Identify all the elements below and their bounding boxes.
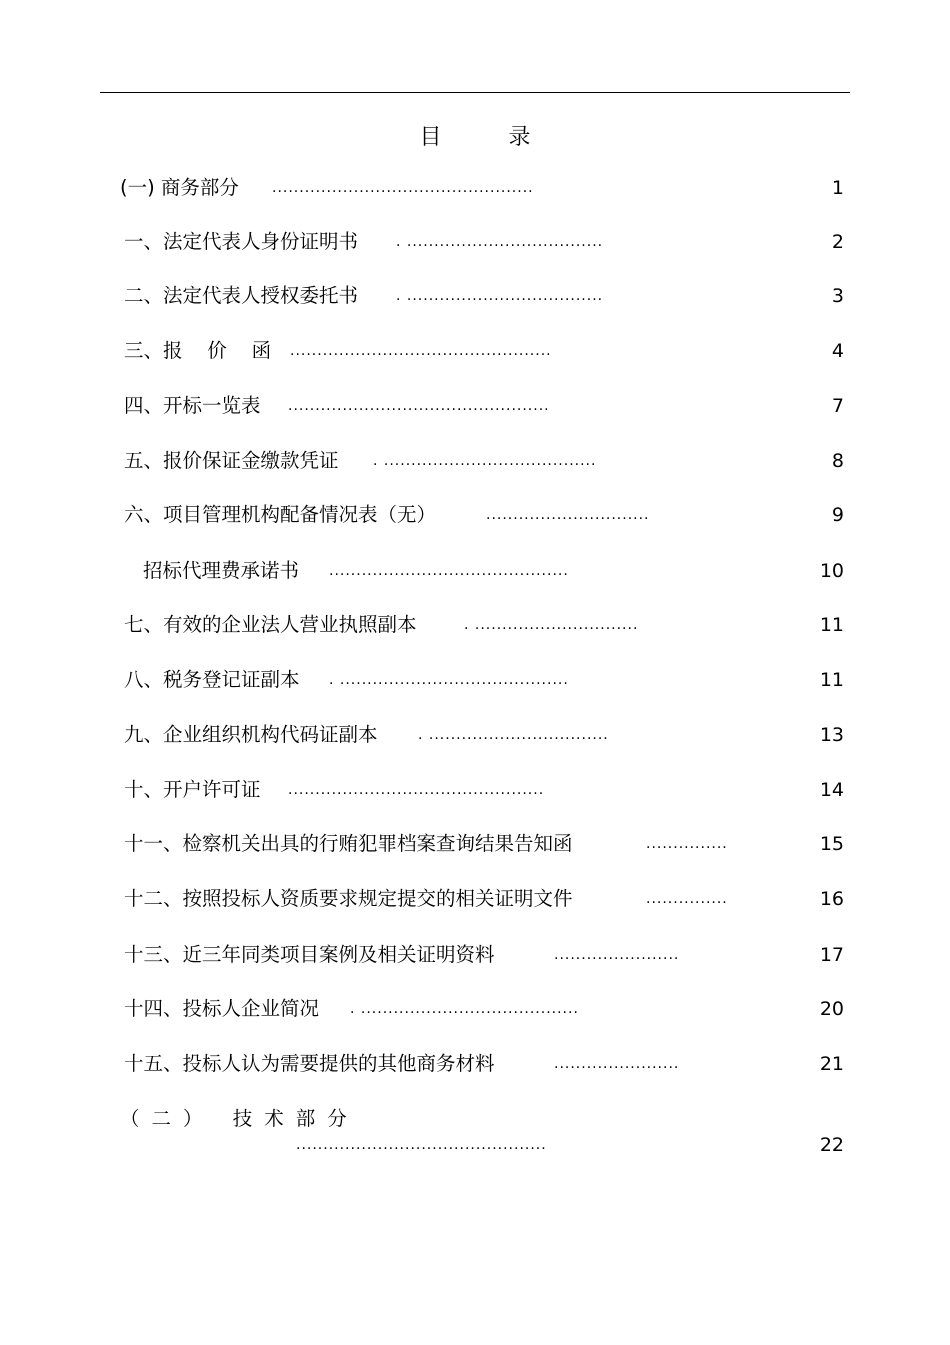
toc-page-number: 8 — [831, 450, 844, 472]
toc-entry-label: 十二、按照投标人资质要求规定提交的相关证明文件 — [124, 887, 573, 910]
toc-entry[interactable] — [0, 610, 950, 640]
toc-entry-label: 一、法定代表人身份证明书 — [124, 230, 359, 253]
toc-leader-dots: ................................................ — [288, 398, 550, 414]
toc-leader-dots: .............................................. — [296, 1137, 547, 1153]
toc-entry-label: (一) 商务部分 — [120, 176, 239, 199]
toc-entry[interactable] — [0, 994, 950, 1024]
toc-page-number: 20 — [819, 998, 844, 1020]
toc-entry-label: 十五、投标人认为需要提供的其他商务材料 — [124, 1052, 495, 1075]
toc-entry[interactable] — [0, 940, 950, 970]
toc-entry[interactable] — [0, 500, 950, 530]
toc-entry[interactable] — [0, 829, 950, 859]
toc-page-number: 9 — [831, 504, 844, 526]
toc-page-number: 11 — [819, 614, 844, 636]
toc-leader-dots: ................................................ — [290, 343, 552, 359]
toc-leader-dots: ................................................ — [272, 180, 534, 196]
toc-entry[interactable] — [0, 173, 950, 203]
header-rule — [100, 92, 850, 93]
toc-page-number: 13 — [819, 724, 844, 746]
toc-leader-dots: ............... — [646, 891, 728, 907]
toc-leader-dots: ....................... — [554, 1056, 680, 1072]
toc-entry-label: （二） 技术部分 — [120, 1107, 359, 1130]
toc-entry[interactable] — [0, 336, 950, 366]
page-title: 目 录 — [419, 125, 561, 150]
toc-page-number: 14 — [819, 779, 844, 801]
toc-entry-label: 九、企业组织机构代码证副本 — [124, 723, 378, 746]
toc-leader-dots: . .......................................... — [329, 672, 569, 688]
toc-entry-label: 六、项目管理机构配备情况表（无） — [124, 503, 437, 526]
toc-page-number: 3 — [831, 285, 844, 307]
toc-leader-dots: ............................................... — [288, 782, 545, 798]
toc-page-number: 10 — [819, 560, 844, 582]
toc-entry[interactable] — [0, 1049, 950, 1079]
toc-page-number: 16 — [819, 888, 844, 910]
toc-entry[interactable] — [0, 775, 950, 805]
toc-leader-dots: . .............................. — [464, 617, 639, 633]
toc-leader-dots: ............................................ — [329, 563, 569, 579]
toc-page-number: 2 — [831, 231, 844, 253]
toc-entry-label: 八、税务登记证副本 — [124, 668, 300, 691]
toc-page-number: 15 — [819, 833, 844, 855]
toc-entry-label: 三、报 价 函 — [124, 339, 272, 362]
toc-leader-dots: . .................................... — [396, 288, 604, 304]
toc-entry-label: 四、开标一览表 — [124, 394, 261, 417]
toc-page-number: 17 — [819, 944, 844, 966]
toc-entry[interactable] — [0, 1104, 950, 1164]
toc-entry-label: 二、法定代表人授权委托书 — [124, 284, 359, 307]
toc-page-number: 7 — [831, 395, 844, 417]
toc-entry[interactable] — [0, 227, 950, 257]
toc-entry[interactable] — [0, 281, 950, 311]
toc-leader-dots: . ....................................... — [373, 453, 597, 469]
toc-leader-dots: . ........................................ — [350, 1001, 579, 1017]
toc-entry-label: 十三、近三年同类项目案例及相关证明资料 — [124, 943, 495, 966]
toc-entry-label: 十四、投标人企业简况 — [124, 997, 320, 1020]
toc-entry[interactable] — [0, 665, 950, 695]
toc-page-number: 4 — [831, 340, 844, 362]
toc-page-number: 22 — [819, 1134, 844, 1156]
toc-entry-label: 十一、检察机关出具的行贿犯罪档案查询结果告知函 — [124, 832, 573, 855]
toc-entry[interactable] — [0, 556, 950, 586]
toc-entry-label: 招标代理费承诺书 — [143, 559, 300, 582]
toc-page-number: 21 — [819, 1053, 844, 1075]
toc-leader-dots: ............... — [646, 836, 728, 852]
toc-leader-dots: ....................... — [554, 947, 680, 963]
toc-leader-dots: .............................. — [486, 507, 650, 523]
toc-page-number: 11 — [819, 669, 844, 691]
toc-entry-label: 十、开户许可证 — [124, 778, 261, 801]
toc-leader-dots: . ................................. — [418, 727, 609, 743]
toc-leader-dots: . .................................... — [396, 234, 604, 250]
toc-entry[interactable] — [0, 884, 950, 914]
toc-entry-label: 七、有效的企业法人营业执照副本 — [124, 613, 417, 636]
toc-entry-label: 五、报价保证金缴款凭证 — [124, 449, 339, 472]
toc-entry[interactable] — [0, 720, 950, 750]
toc-entry[interactable] — [0, 391, 950, 421]
toc-page-number: 1 — [831, 177, 844, 199]
toc-entry[interactable] — [0, 446, 950, 476]
